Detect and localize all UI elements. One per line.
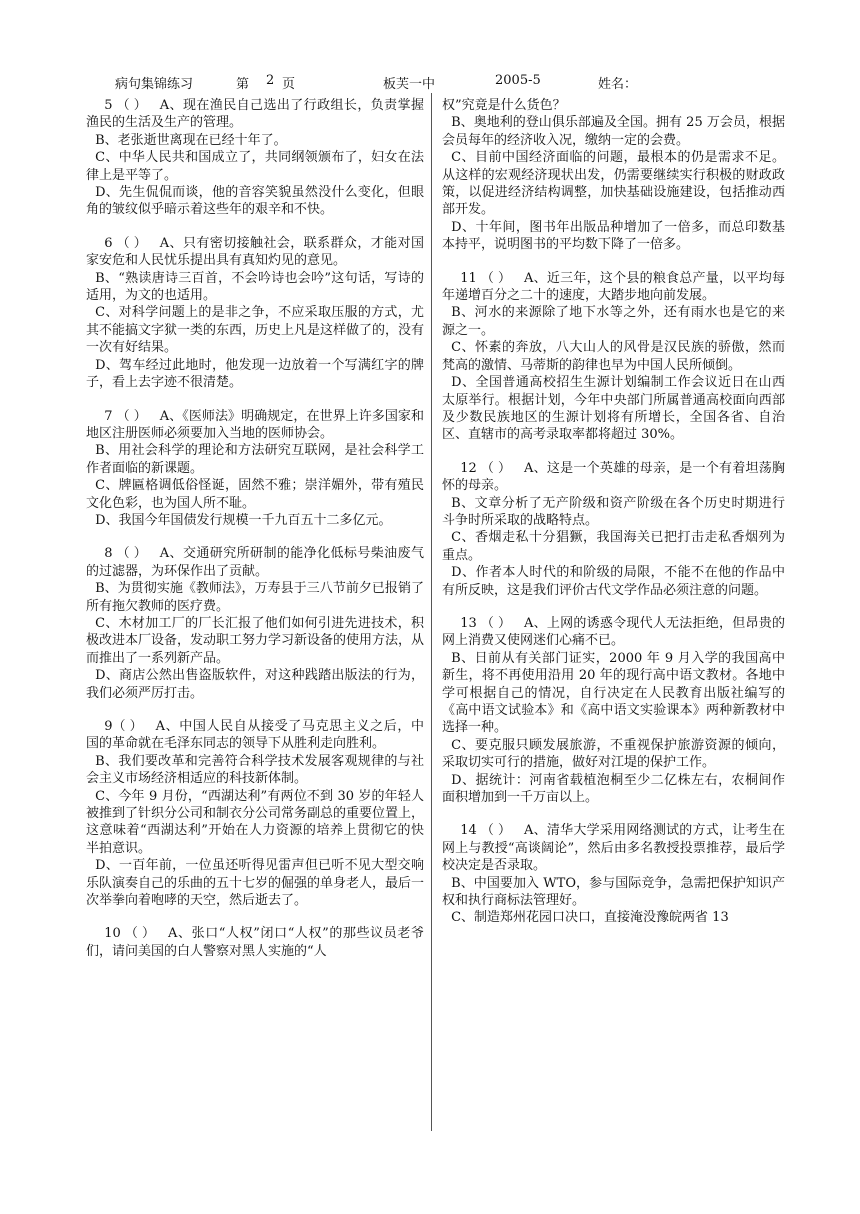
question-text: A、清华大学采用网络测试的方式，让考生在网上与教授“高谈阔论”，然后由多名教授投票推荐，最后学校决定是否录取。: [442, 823, 785, 874]
question-line: [442, 875, 785, 910]
question-line: [86, 545, 424, 580]
question-line: [86, 925, 424, 960]
question-line: [86, 97, 424, 132]
question-text: C、制造郑州花园口决口，直接淹没豫皖两省 13: [451, 910, 729, 926]
school-name: 板芙一中: [383, 77, 436, 92]
question-line: [86, 408, 424, 443]
question-text: D、一百年前，一位虽还听得见雷声但已听不见大型交响乐队演奏自己的乐曲的五十七岁的倔强的单身老人，最后一次举拳向着咆哮的天空，然后逝去了。: [86, 858, 425, 909]
question-text: B、奥地利的登山俱乐部遍及全国。拥有 25 万会员，根据会员每年的经济收入况，缴纳一定的会费。: [442, 115, 785, 148]
date-label: 2005-5: [495, 73, 541, 88]
question-text: C、目前中国经济面临的问题，最根本的仍是需求不足。从这样的宏观经济现状出发，仍需要继续实行积极的财政政策，以促进经济结构调整，加快基础设施建设，包括推动西部开发。: [442, 150, 785, 218]
question-text: A、只有密切接触社会，联系群众，才能对国家安危和人民忧乐提出具有真知灼见的意见。: [86, 235, 424, 269]
question-item: [442, 97, 785, 254]
worksheet-title: 病句集锦练习: [115, 77, 194, 92]
question-line: [442, 149, 785, 219]
question-number: 13 （ ）: [460, 615, 511, 631]
question-text: C、对科学问题上的是非之争，不应采取压服的方式，尤其不能搞文字狱一类的东西，历史上凡是这样做了的，没有一次有好结果。: [86, 305, 425, 356]
question-text: D、十年间，图书年出版品种增加了一倍多，而总印数基本持平，说明图书的平均数下降了一倍多。: [442, 219, 785, 253]
question-text: C、牌匾格调低俗怪诞，固然不雅；崇洋媚外，带有殖民文化色彩，也为国人所不耻。: [86, 478, 424, 511]
question-text: A、现在渔民自己选出了行政组长，负责掌握渔民的生活及生产的管理。: [86, 98, 424, 131]
question-text: B、为贯彻实施《教师法》，万寿县于三八节前夕已报销了所有拖欠教师的医疗费。: [86, 581, 424, 614]
question-item: [86, 925, 424, 960]
question-item: [86, 408, 424, 530]
question-line: [442, 460, 785, 495]
question-text: A、近三年，这个县的粮食总产量，以平均每年递增百分之二十的速度，大踏步地向前发展。: [442, 270, 785, 304]
question-text: B、文章分析了无产阶级和资产阶级在各个历史时期进行斗争时所采取的战略特点。: [442, 495, 785, 528]
question-line: [442, 97, 785, 114]
question-text: A、张口“人权”闭口“人权”的那些议员老爷们，请问美国的白人警察对黑人实施的“人: [86, 926, 424, 959]
question-text: C、要克服只顾发展旅游，不重视保护旅游资源的倾向，采取切实可行的措施，做好对江堤的保护工作。: [442, 737, 785, 771]
question-number: 8 （ ）: [104, 546, 147, 562]
question-text: B、我们要改革和完善符合科学技术发展客观规律的与社会主义市场经济相适应的科技新体制。: [86, 753, 424, 787]
question-text: D、据统计：河南省载植泡桐至少二亿株左右，农桐间作面积增加到一千万亩以上。: [442, 772, 785, 806]
question-number: 9（ ）: [104, 719, 143, 734]
question-line: [442, 737, 785, 772]
question-line: [86, 304, 424, 356]
question-number: 5 （ ）: [104, 98, 147, 113]
question-text: A、交通研究所研制的能净化低标号柴油废气的过滤器，为环保作出了贡献。: [86, 546, 424, 579]
question-line: [442, 615, 785, 650]
question-line: [86, 512, 424, 529]
question-line: [86, 718, 424, 753]
student-name-label: 姓名：: [598, 77, 638, 92]
question-item: [442, 460, 785, 599]
question-text: A、《医师法》明确规定，在世界上许多国家和地区注册医师必须要加入当地的医师协会。: [86, 408, 424, 441]
question-line: [86, 235, 424, 270]
question-item: [86, 97, 424, 219]
question-line: [442, 374, 785, 444]
question-line: [86, 270, 424, 305]
question-text: A、上网的诱惑令现代人无法拒绝，但昂贵的网上消费又使网迷们心痛不已。: [442, 615, 785, 649]
question-line: [442, 495, 785, 530]
question-item: [86, 235, 424, 392]
question-number: 7 （ ）: [104, 408, 147, 424]
question-text: C、怀素的奔放，八大山人的风骨是汉民族的骄傲，然而梵高的激情、马蒂斯的韵律也早为中国人民所倾倒。: [442, 340, 785, 373]
question-text: B、中国要加入 WTO，参与国际竞争，急需把保护知识产权和执行商标法管理好。: [442, 875, 785, 909]
question-text: D、我国今年国债发行规模一千九百五十二多亿元。: [95, 512, 392, 528]
question-line: [442, 650, 785, 737]
question-line: [442, 822, 785, 874]
question-line: [442, 529, 785, 564]
question-text: B、日前从有关部门证实，2000 年 9 月入学的我国高中新生，将不再使用沿用 20 年的现行高中语文教材。各地中学可根据自己的情况，自行决定在人民教育出版社编写的《高中语文试验本》和《高中语文实验课本》两种新教材中选择一种。: [442, 650, 785, 736]
question-line: [86, 667, 424, 702]
question-number: 12 （ ）: [460, 460, 511, 476]
question-line: [442, 114, 785, 149]
question-item: [86, 545, 424, 702]
page-prefix: 第: [236, 77, 250, 92]
page-suffix: 页: [282, 77, 296, 92]
question-text: B、河水的来源除了地下水等之外，还有雨水也是它的来源之一。: [442, 305, 785, 338]
question-text: C、木材加工厂的厂长汇报了他们如何引进先进技术，积极改进本厂设备，发动职工努力学习新设备的使用方法，从而推出了一系列新产品。: [86, 615, 425, 666]
question-line: [86, 477, 424, 512]
question-text: D、作者本人时代的和阶级的局限，不能不在他的作品中有所反映，这是我们评价古代文学作品必须注意的问题。: [442, 565, 785, 598]
question-line: [86, 357, 424, 392]
question-line: [86, 753, 424, 788]
question-line: [86, 149, 424, 184]
question-line: [86, 857, 424, 909]
question-item: [86, 718, 424, 909]
question-line: [442, 909, 785, 926]
question-text: 权”究竟是什么货色？: [442, 98, 566, 113]
question-number: 6 （ ）: [104, 235, 147, 251]
question-text: B、用社会科学的理论和方法研究互联网，是社会科学工作者面临的新课题。: [86, 443, 424, 476]
question-text: D、先生侃侃而谈，他的音容笑貌虽然没什么变化，但眼角的皱纹似乎暗示着这些年的艰辛和不快。: [86, 185, 424, 218]
question-item: [442, 822, 785, 926]
question-line: [442, 304, 785, 339]
question-number: 11 （ ）: [460, 270, 511, 286]
page-number: 2: [266, 73, 275, 88]
question-text: D、全国普通高校招生生源计划编制工作会议近日在山西太原举行。根据计划，今年中央部门所属普通高校面向西部及少数民族地区的生源计划将有所增长，全国各省、自治区、直辖市的高考录取率都将超过 30%。: [442, 375, 785, 443]
right-column: [442, 97, 785, 943]
question-number: 10 （ ）: [104, 926, 155, 942]
question-line: [86, 788, 424, 858]
question-text: D、商店公然出售盗版软件，对这种践踏出版法的行为，我们必须严厉打击。: [86, 668, 424, 701]
question-text: C、今年 9 月份，“西湖达利”有两位不到 30 岁的年轻人被推到了针织分公司和制衣分公司常务副总的重要位置上，这意味着“西湖达利”开始在人力资源的培养上贯彻它的快半拍意识。: [86, 788, 425, 856]
question-item: [442, 270, 785, 444]
question-line: [442, 219, 785, 254]
question-text: A、这是一个英雄的母亲，是一个有着坦荡胸怀的母亲。: [442, 460, 785, 494]
question-text: D、驾车经过此地时，他发现一边放着一个写满红字的牌子，看上去字迹不很清楚。: [86, 357, 424, 391]
question-number: 14 （ ）: [460, 823, 511, 839]
left-column: [86, 97, 424, 976]
question-line: [86, 442, 424, 477]
question-item: [442, 615, 785, 806]
page-header: [0, 73, 860, 93]
question-line: [86, 615, 424, 667]
question-line: [442, 339, 785, 374]
question-line: [86, 184, 424, 219]
question-text: C、香烟走私十分猖獗，我国海关已把打击走私香烟列为重点。: [442, 530, 785, 563]
question-text: C、中华人民共和国成立了，共同纲领颁布了，妇女在法律上是平等了。: [86, 150, 424, 183]
question-text: B、老张逝世离现在已经十年了。: [95, 132, 287, 148]
question-text: A、中国人民自从接受了马克思主义之后，中国的革命就在毛泽东同志的领导下从胜利走向胜利。: [86, 719, 424, 752]
column-divider: [431, 93, 432, 1131]
question-line: [86, 580, 424, 615]
question-line: [442, 270, 785, 305]
question-line: [442, 564, 785, 599]
question-line: [86, 132, 424, 149]
question-text: B、“熟读唐诗三百首，不会吟诗也会吟”这句话，写诗的适用，为文的也适用。: [86, 270, 424, 304]
question-line: [442, 772, 785, 807]
